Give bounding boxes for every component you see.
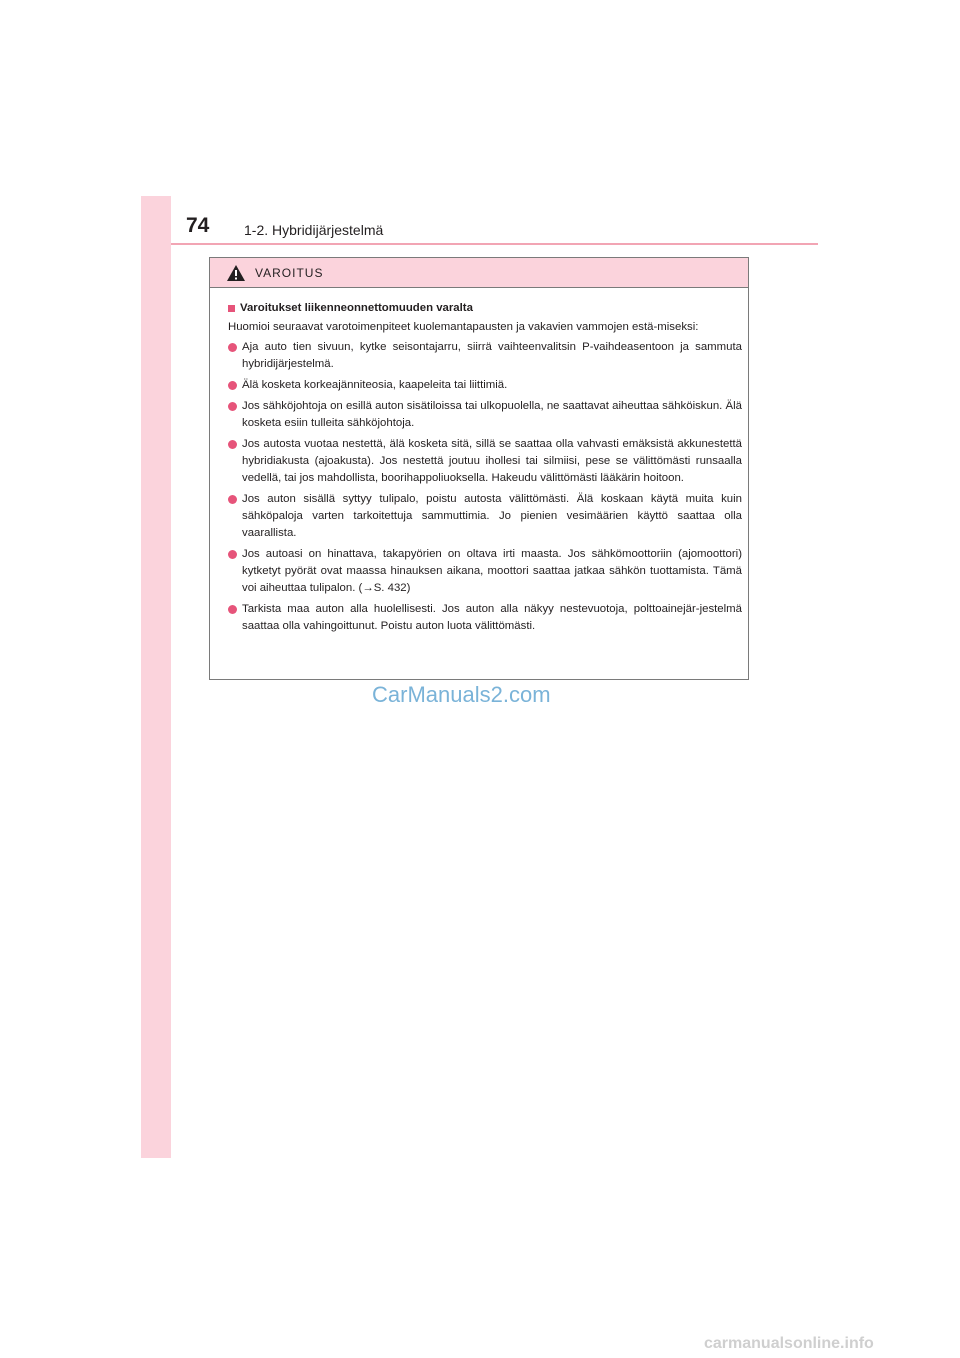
warning-heading-text: Varoitukset liikenneonnettomuuden varalta (240, 302, 473, 314)
list-item (228, 398, 742, 432)
list-item (228, 339, 742, 373)
warning-list (228, 339, 742, 635)
square-bullet-icon (228, 305, 235, 312)
warning-label: VAROITUS (255, 265, 324, 280)
list-item (228, 436, 742, 487)
bullet-dot-icon (228, 605, 237, 614)
warning-triangle-icon (226, 264, 246, 282)
list-item-text: Jos sähköjohtoja on esillä auton sisätiloissa tai ulkopuolella, ne saattavat aiheuttaa sähköiskun. Älä kosketa esiin tulleita sähköjohtoja. (242, 400, 742, 429)
warning-body (210, 288, 748, 635)
list-item-text: Älä kosketa korkeajänniteosia, kaapeleita tai liittimiä. (242, 379, 508, 391)
page-header (171, 210, 818, 246)
page-number: 74 (186, 214, 210, 237)
list-item (228, 601, 742, 635)
side-tab-band (141, 196, 171, 1158)
list-item-text: Tarkista maa auton alla huolellisesti. Jos auton alla näkyy nestevuotoja, polttoainejär-jestelmä saattaa olla vahingoittunut. Poistu auton luota välittömästi. (242, 603, 742, 632)
bullet-dot-icon (228, 402, 237, 411)
list-item (228, 546, 742, 597)
bullet-dot-icon (228, 440, 237, 449)
bullet-dot-icon (228, 381, 237, 390)
list-item-text: Jos autoasi on hinattava, takapyörien on oltava irti maasta. Jos sähkömoottoriin (ajomoottori) kytketyt pyörät ovat maassa hinauksen aikana, moottori saattaa jatkaa sähkön tuottamista. Tämä voi aiheuttaa tulipalon. (→S. 432) (242, 548, 742, 594)
section-title: 1-2. Hybridijärjestelmä (244, 222, 384, 238)
list-item (228, 377, 742, 394)
list-item-text: Jos autosta vuotaa nestettä, älä kosketa sitä, sillä se saattaa olla vahvasti emäksistä akkunestettä hybridiakusta (ajoakusta). Jos nestettä joutuu ihollesi tai silmiisi, pese se välittömästi runsaalla vedellä, tai jos mahdollista, boorihappoliuoksella. Hakeudu välittömästi lääkärin hoitoon. (242, 438, 742, 484)
warning-subheading (228, 300, 742, 317)
header-divider (171, 243, 818, 245)
list-item-text: Jos auton sisällä syttyy tulipalo, poistu autosta välittömästi. Älä koskaan käytä muita kuin sähköpaloja varten tarkoitettuja sammuttimia. Jo pienien vesimäärien käyttö saattaa olla vaarallista. (242, 493, 742, 539)
list-item-text: Aja auto tien sivuun, kytke seisontajarru, siirrä vaihteenvalitsin P-vaihdeasentoon ja sammuta hybridijärjestelmä. (242, 341, 742, 370)
footer-watermark: carmanualsonline.info (704, 1335, 874, 1352)
watermark-link[interactable]: CarManuals2.com (372, 682, 551, 707)
bullet-dot-icon (228, 495, 237, 504)
warning-header (210, 258, 748, 288)
bullet-dot-icon (228, 343, 237, 352)
warning-intro: Huomioi seuraavat varotoimenpiteet kuolemantapausten ja vakavien vammojen estä-miseksi: (228, 321, 699, 333)
list-item (228, 491, 742, 542)
warning-box (209, 257, 749, 680)
bullet-dot-icon (228, 550, 237, 559)
